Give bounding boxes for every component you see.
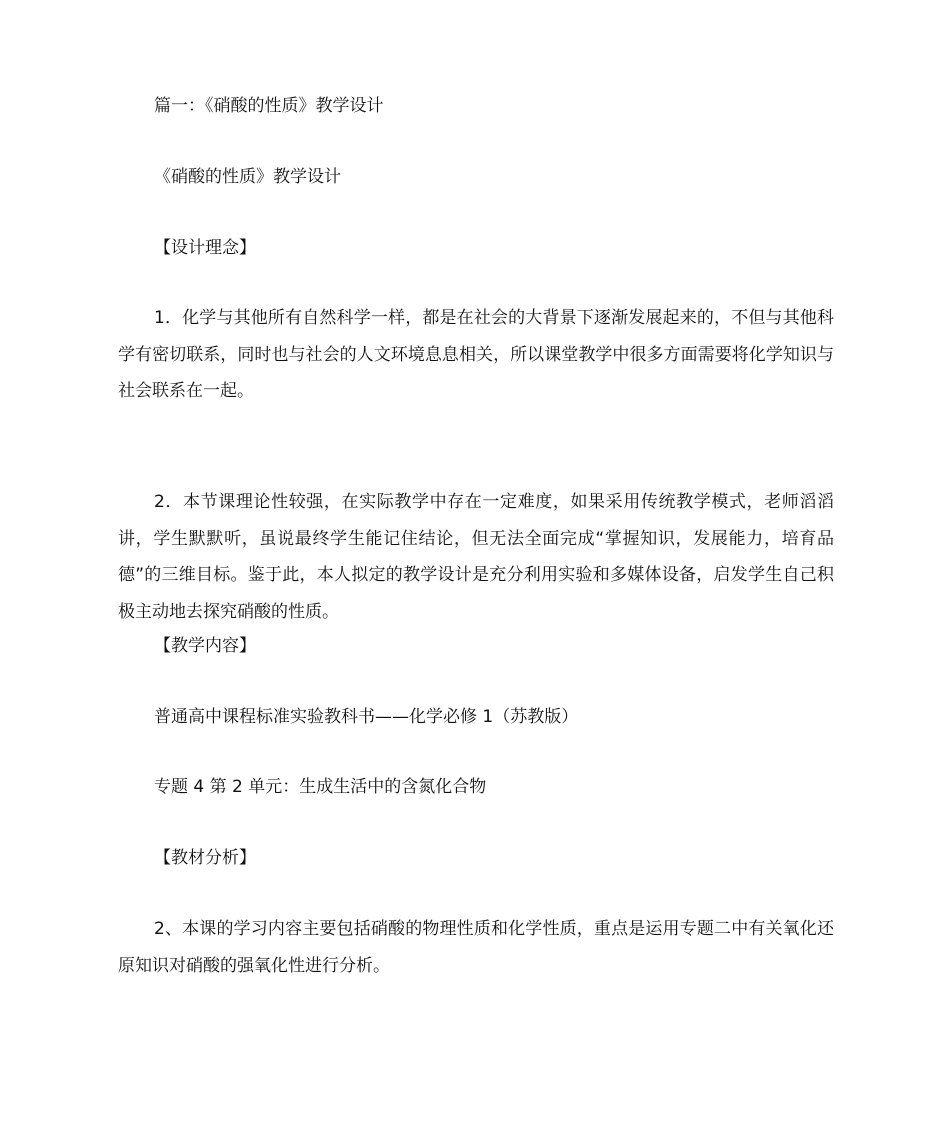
section-heading-design-concept: 【设计理念】 xyxy=(154,238,256,258)
textbook-line: 普通高中课程标准实验教科书——化学必修 1（苏教版） xyxy=(154,707,579,727)
document-title: 篇一：《硝酸的性质》教学设计 xyxy=(154,96,384,116)
paragraph-design-concept-1: 1．化学与其他所有自然科学一样，都是在社会的大背景下逐渐发展起来的，不但与其他科学有密切联系，同时也与社会的人文环境息息相关，所以课堂教学中很多方面需要将化学知识与社会联系在一起。 xyxy=(118,308,834,401)
section-heading-material-analysis: 【教材分析】 xyxy=(154,848,256,868)
paragraph-material-analysis: 2、本课的学习内容主要包括硝酸的物理性质和化学性质，重点是运用专题二中有关氧化还原知识对硝酸的强氧化性进行分析。 xyxy=(118,919,834,976)
paragraph-design-concept-2: 2．本节课理论性较强，在实际教学中存在一定难度，如果采用传统教学模式，老师滔滔讲，学生默默听，虽说最终学生能记住结论，但无法全面完成“掌握知识，发展能力，培育品德”的三维目标。鉴于此，本人拟定的教学设计是充分利用实验和多媒体设备，启发学生自己积极主动地去探究硝酸的性质。 xyxy=(118,492,834,622)
topic-line: 专题 4 第 2 单元：生成生活中的含氮化合物 xyxy=(154,777,487,797)
document-subtitle: 《硝酸的性质》教学设计 xyxy=(154,167,341,187)
section-heading-teaching-content: 【教学内容】 xyxy=(154,636,256,656)
